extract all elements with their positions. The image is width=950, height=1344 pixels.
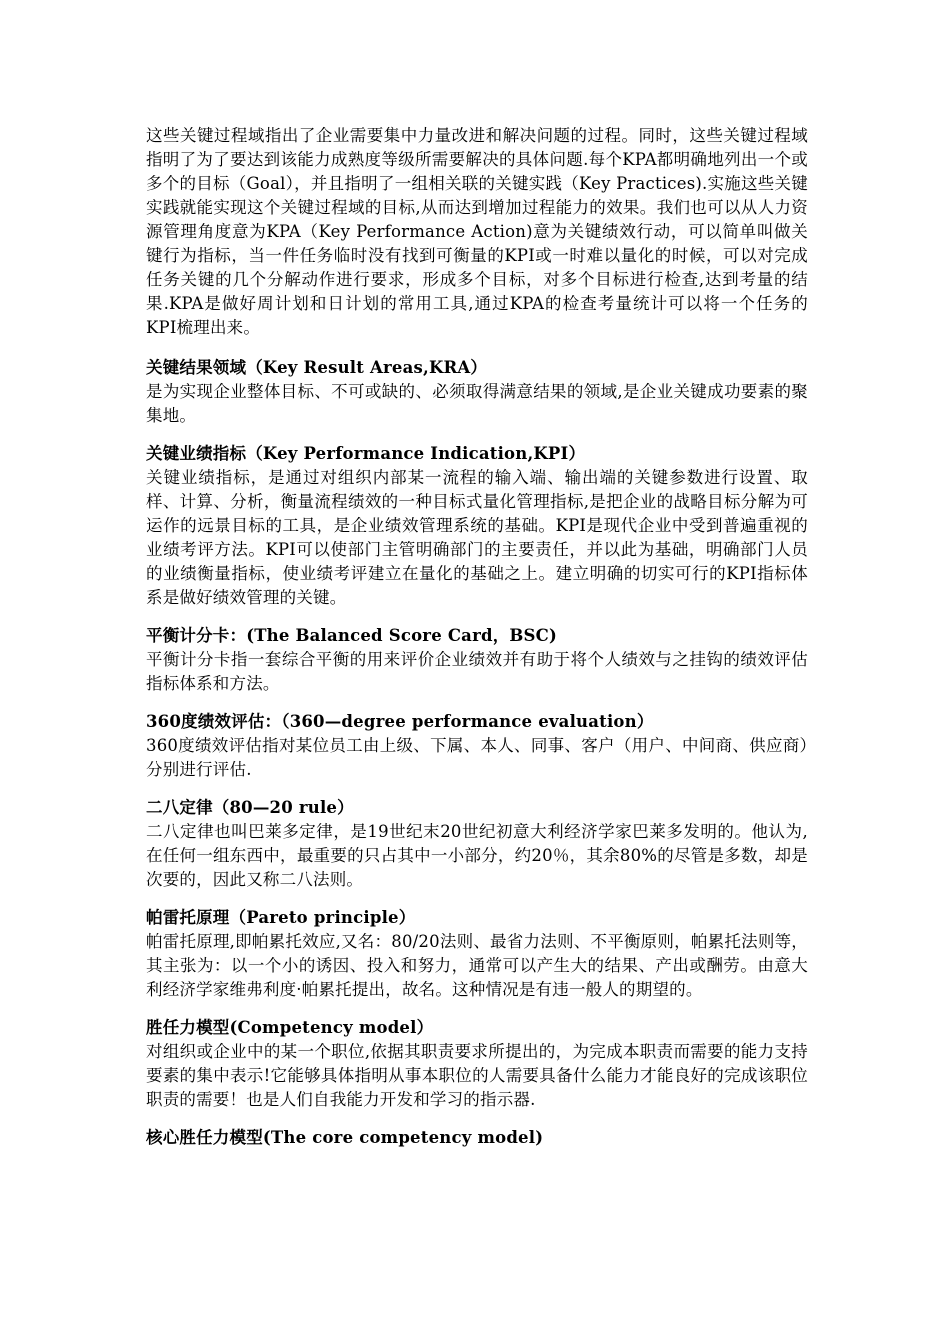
section-heading: 关键业绩指标（Key Performance Indication,KPI） xyxy=(146,444,586,463)
section-heading: 胜任力模型(Competency model） xyxy=(146,1018,434,1037)
section-80-20 xyxy=(146,796,808,892)
section-body: 帕雷托原理,即帕累托效应,又名：80/20法则、最省力法则、不平衡原则，帕累托法则等，其主张为：以一个小的诱因、投入和努力，通常可以产生大的结果、产出或酬劳。由意大利经济学家维弗利度·帕累托提出，故名。这种情况是有违一般人的期望的。 xyxy=(146,932,808,999)
section-kpi xyxy=(146,442,808,610)
section-competency xyxy=(146,1016,808,1112)
document-page xyxy=(146,124,808,1164)
section-heading: 二八定律（80—20 rule） xyxy=(146,798,354,817)
section-kra xyxy=(146,356,808,428)
section-body: 对组织或企业中的某一个职位,依据其职责要求所提出的，为完成本职责而需要的能力支持要素的集中表示!它能够具体指明从事本职位的人需要具备什么能力才能良好的完成该职位职责的需要！也是人们自我能力开发和学习的指示器. xyxy=(146,1042,808,1109)
section-heading: 平衡计分卡：(The Balanced Score Card，BSC) xyxy=(146,626,558,645)
section-heading: 帕雷托原理（Pareto principle） xyxy=(146,908,416,927)
section-heading: 核心胜任力模型(The core competency model) xyxy=(146,1128,544,1147)
section-heading: 360度绩效评估：（360—degree performance evaluation） xyxy=(146,712,654,731)
section-pareto xyxy=(146,906,808,1002)
section-bsc xyxy=(146,624,808,696)
intro-paragraph: 这些关键过程域指出了企业需要集中力量改进和解决问题的过程。同时，这些关键过程域指明了为了要达到该能力成熟度等级所需要解决的具体问题.每个KPA都明确地列出一个或多个的目标（Goal），并且指明了一组相关联的关键实践（Key Practices).实施这些关键实践就能实现这个关键过程域的目标,从而达到增加过程能力的效果。我们也可以从人力资源管理角度意为KPA（Key Performance Action)意为关键绩效行动，可以简单叫做关键行为指标，当一件任务临时没有找到可衡量的KPI或一时难以量化的时候，可以对完成任务关键的几个分解动作进行要求，形成多个目标，对多个目标进行检查,达到考量的结果.KPA是做好周计划和日计划的常用工具,通过KPA的检查考量统计可以将一个任务的 KPI梳理出来。 xyxy=(146,126,808,337)
section-core-competency xyxy=(146,1126,808,1150)
section-body: 二八定律也叫巴莱多定律，是19世纪末20世纪初意大利经济学家巴莱多发明的。他认为,在任何一组东西中，最重要的只占其中一小部分，约20％，其余80%的尽管是多数，却是次要的，因此又称二八法则。 xyxy=(146,822,808,889)
section-body: 平衡计分卡指一套综合平衡的用来评价企业绩效并有助于将个人绩效与之挂钩的绩效评估指标体系和方法。 xyxy=(146,650,808,693)
section-heading: 关键结果领域（Key Result Areas,KRA） xyxy=(146,358,488,377)
section-body: 360度绩效评估指对某位员工由上级、下属、本人、同事、客户（用户、中间商、供应商）分别进行评估. xyxy=(146,736,808,779)
section-360 xyxy=(146,710,808,782)
section-body: 是为实现企业整体目标、不可或缺的、必须取得满意结果的领域,是企业关键成功要素的聚集地。 xyxy=(146,382,808,425)
section-body: 关键业绩指标，是通过对组织内部某一流程的输入端、输出端的关键参数进行设置、取样、计算、分析，衡量流程绩效的一种目标式量化管理指标,是把企业的战略目标分解为可运作的远景目标的工具，是企业绩效管理系统的基础。KPI是现代企业中受到普遍重视的业绩考评方法。KPI可以使部门主管明确部门的主要责任，并以此为基础，明确部门人员的业绩衡量指标，使业绩考评建立在量化的基础之上。建立明确的切实可行的KPI指标体系是做好绩效管理的关键。 xyxy=(146,468,808,607)
